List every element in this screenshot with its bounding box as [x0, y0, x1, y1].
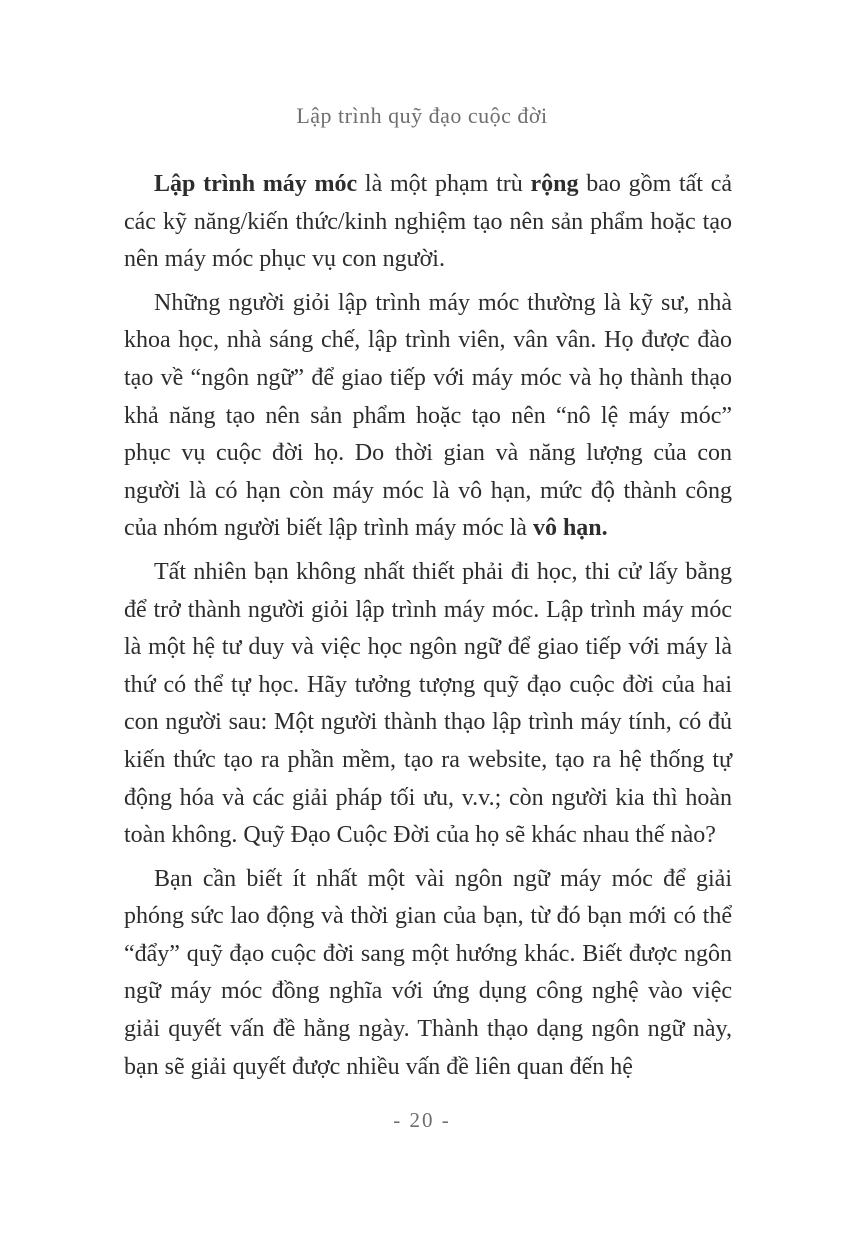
running-header: Lập trình quỹ đạo cuộc đời: [296, 103, 548, 128]
page-number: - 20 -: [393, 1108, 451, 1132]
paragraph: [124, 166, 732, 279]
paragraph: [124, 285, 732, 548]
paragraph: [124, 861, 732, 1087]
page-body: [124, 166, 732, 1092]
text-run: Tất nhiên bạn không nhất thiết phải đi học, thi cử lấy bằng để trở thành người giỏi lập trình máy móc. Lập trình máy móc là một hệ tư duy và việc học ngôn ngữ để giao tiếp với máy là thứ có thể tự học. Hãy tưởng tượng quỹ đạo cuộc đời của hai con người sau: Một người thành thạo lập trình máy tính, có đủ kiến thức tạo ra phần mềm, tạo ra website, tạo ra hệ thống tự động hóa và các giải pháp tối ưu, v.v.; còn người kia thì hoàn toàn không. Quỹ Đạo Cuộc Đời của họ sẽ khác nhau thế nào?: [124, 558, 732, 849]
text-run: bao gồm tất cả các kỹ năng/kiến thức/kinh nghiệm tạo nên sản phẩm hoặc tạo nên máy móc phục vụ con người.: [124, 171, 732, 273]
bold-text-run: rộng: [530, 171, 579, 197]
bold-text-run: vô hạn.: [532, 515, 608, 542]
text-run: Những người giỏi lập trình máy móc thường là kỹ sư, nhà khoa học, nhà sáng chế, lập trình viên, vân vân. Họ được đào tạo về “ngôn ngữ” để giao tiếp với máy móc và họ thành thạo khả năng tạo nên sản phẩm hoặc tạo nên “nô lệ máy móc” phục vụ cuộc đời họ. Do thời gian và năng lượng của con người là có hạn còn máy móc là vô hạn, mức độ thành công của nhóm người biết lập trình máy móc là: [124, 289, 732, 542]
paragraph: [124, 554, 732, 855]
text-run: Bạn cần biết ít nhất một vài ngôn ngữ máy móc để giải phóng sức lao động và thời gian của bạn, từ đó bạn mới có thể “đẩy” quỹ đạo cuộc đời sang một hướng khác. Biết được ngôn ngữ máy móc đồng nghĩa với ứng dụng công nghệ vào việc giải quyết vấn đề hằng ngày. Thành thạo dạng ngôn ngữ này, bạn sẽ giải quyết được nhiều vấn đề liên quan đến hệ: [124, 865, 732, 1080]
text-run: là một phạm trù: [357, 171, 531, 197]
bold-text-run: Lập trình máy móc: [154, 171, 358, 197]
